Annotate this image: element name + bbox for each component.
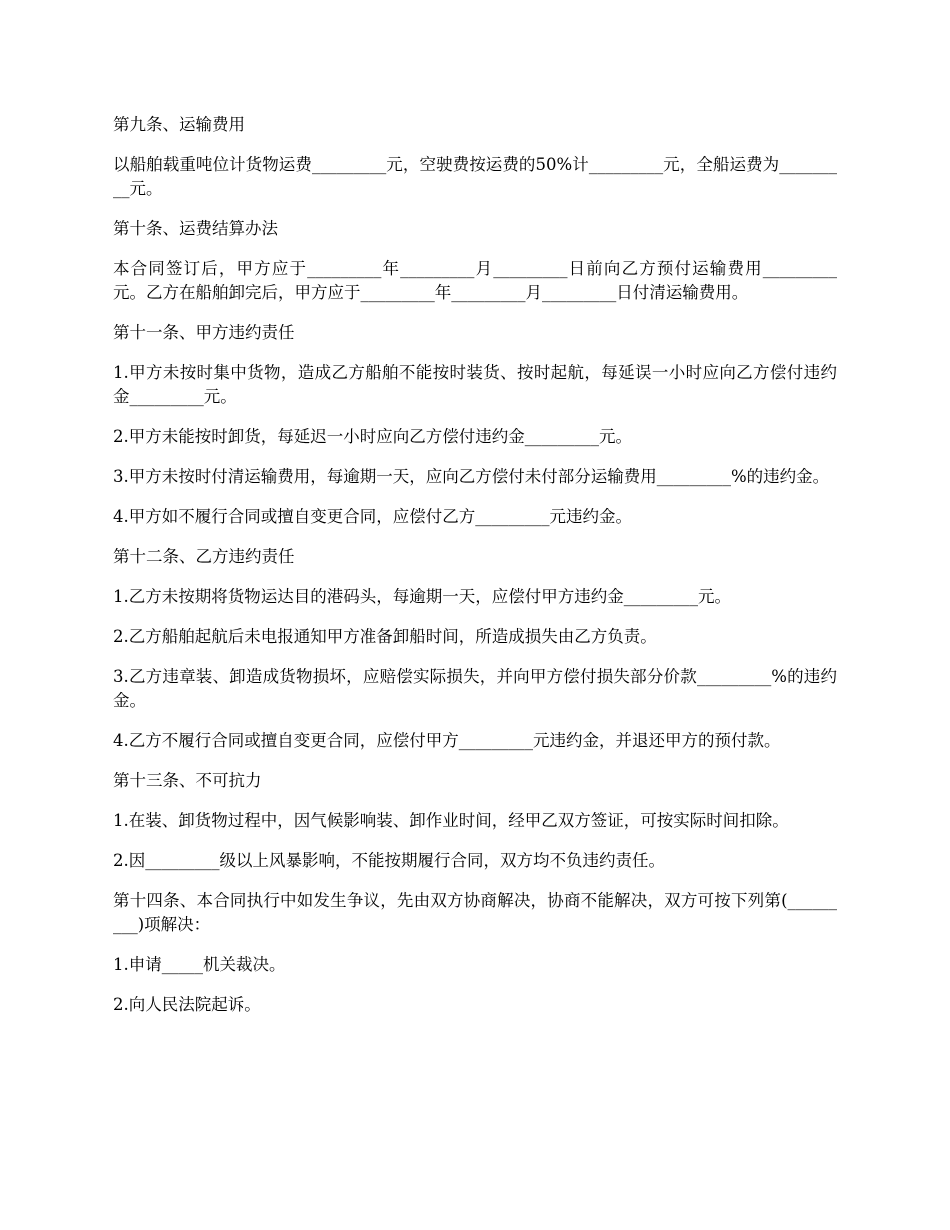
article-14-text: 第十四条、本合同执行中如发生争议，先由双方协商解决，协商不能解决，双方可按下列第(_________)项解决： [113,891,837,934]
article-12-clause-1: 1.乙方未按期将货物运达目的港码头，每逾期一天，应偿付甲方违约金_________元。 [113,587,731,606]
article-9-text: 以船舶载重吨位计货物运费_________元，空驶费按运费的50%计_________元，全船运费为_________元。 [113,155,837,198]
article-9-heading: 第九条、运输费用 [113,115,245,134]
article-11-clause-2: 2.甲方未能按时卸货，每延迟一小时应向乙方偿付违约金_________元。 [113,427,632,446]
article-11-clause-1: 1.甲方未按时集中货物，造成乙方船舶不能按时装货、按时起航，每延误一小时应向乙方偿付违约金_________元。 [113,363,837,406]
article-13-heading: 第十三条、不可抗力 [113,771,262,790]
article-10-text: 本合同签订后，甲方应于_________年_________月_________日前向乙方预付运输费用_________元。乙方在船舶卸完后，甲方应于_________年_________月_________日付清运输费用。 [113,259,837,302]
document-body [113,113,837,1033]
article-12-clause-4: 4.乙方不履行合同或擅自变更合同，应偿付甲方_________元违约金，并退还甲方的预付款。 [113,731,781,750]
article-13-clause-2: 2.因_________级以上风暴影响，不能按期履行合同，双方均不负违约责任。 [113,851,665,870]
article-14-option-1: 1.申请_____机关裁决。 [113,955,286,974]
article-11-heading: 第十一条、甲方违约责任 [113,323,295,342]
article-13-clause-1: 1.在装、卸货物过程中，因气候影响装、卸作业时间，经甲乙双方签证，可按实际时间扣除。 [113,811,789,830]
article-12-clause-3: 3.乙方违章装、卸造成货物损坏，应赔偿实际损失，并向甲方偿付损失部分价款_________%的违约金。 [113,667,837,710]
article-12-heading: 第十二条、乙方违约责任 [113,547,295,566]
article-11-clause-4: 4.甲方如不履行合同或擅自变更合同，应偿付乙方_________元违约金。 [113,507,632,526]
article-12-clause-2: 2.乙方船舶起航后未电报通知甲方准备卸船时间，所造成损失由乙方负责。 [113,627,657,646]
article-10-heading: 第十条、运费结算办法 [113,219,278,238]
article-14-option-2: 2.向人民法院起诉。 [113,995,261,1014]
article-11-clause-3: 3.甲方未按时付清运输费用，每逾期一天，应向乙方偿付未付部分运输费用_________%的违约金。 [113,467,830,486]
